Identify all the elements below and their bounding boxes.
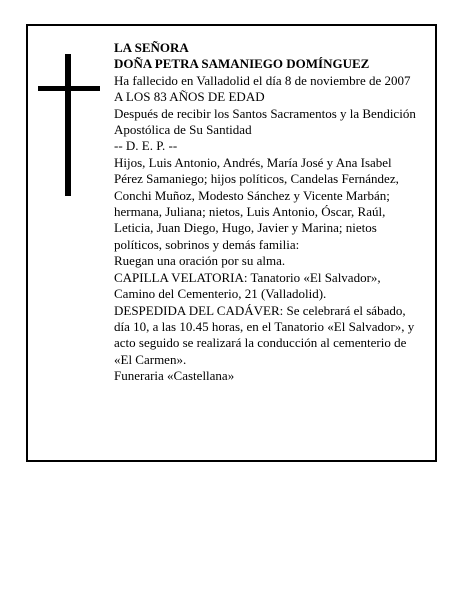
death-info: Ha fallecido en Valladolid el día 8 de noviembre de 2007: [114, 72, 411, 88]
age-at-death: A LOS 83 AÑOS DE EDAD: [114, 89, 265, 105]
rip-text: -- D. E. P. --: [114, 138, 178, 154]
cross-vertical-bar: [65, 54, 71, 196]
family-list: Hijos, Luis Antonio, Andrés, María José y Ana Isabel Pérez Samaniego; hijos políticos, Candelas Fernández, Conchi Muñoz, Modesto Sánchez y Vicente Marbán; hermana, Juliana; nietos, Luis Antonio, Óscar, Raúl, Leticia, Juan Diego, Hugo, Javier y Marina; nietos políticos, sobrinos y demás familia:: [114, 154, 399, 252]
obituary-text: [114, 40, 420, 385]
prayer-request: Ruegan una oración por su alma.: [114, 253, 286, 269]
chapel-info: CAPILLA VELATORIA: Tanatorio «El Salvador», Camino del Cementerio, 21 (Valladolid).: [114, 269, 381, 302]
cross-icon: [38, 54, 100, 196]
sacraments-text: Después de recibir los Santos Sacramentos y la Bendición Apostólica de Su Santidad: [114, 105, 416, 138]
funeral-home: Funeraria «Castellana»: [114, 368, 235, 384]
deceased-name: DOÑA PETRA SAMANIEGO DOMÍNGUEZ: [114, 56, 370, 72]
notice-title: LA SEÑORA: [114, 40, 189, 55]
farewell-info: DESPEDIDA DEL CADÁVER: Se celebrará el sábado, día 10, a las 10.45 horas, en el Tanatorio «El Salvador», y acto seguido se realizará la conducción al cementerio de «El Carmen».: [114, 302, 415, 367]
cross-horizontal-bar: [38, 86, 100, 91]
